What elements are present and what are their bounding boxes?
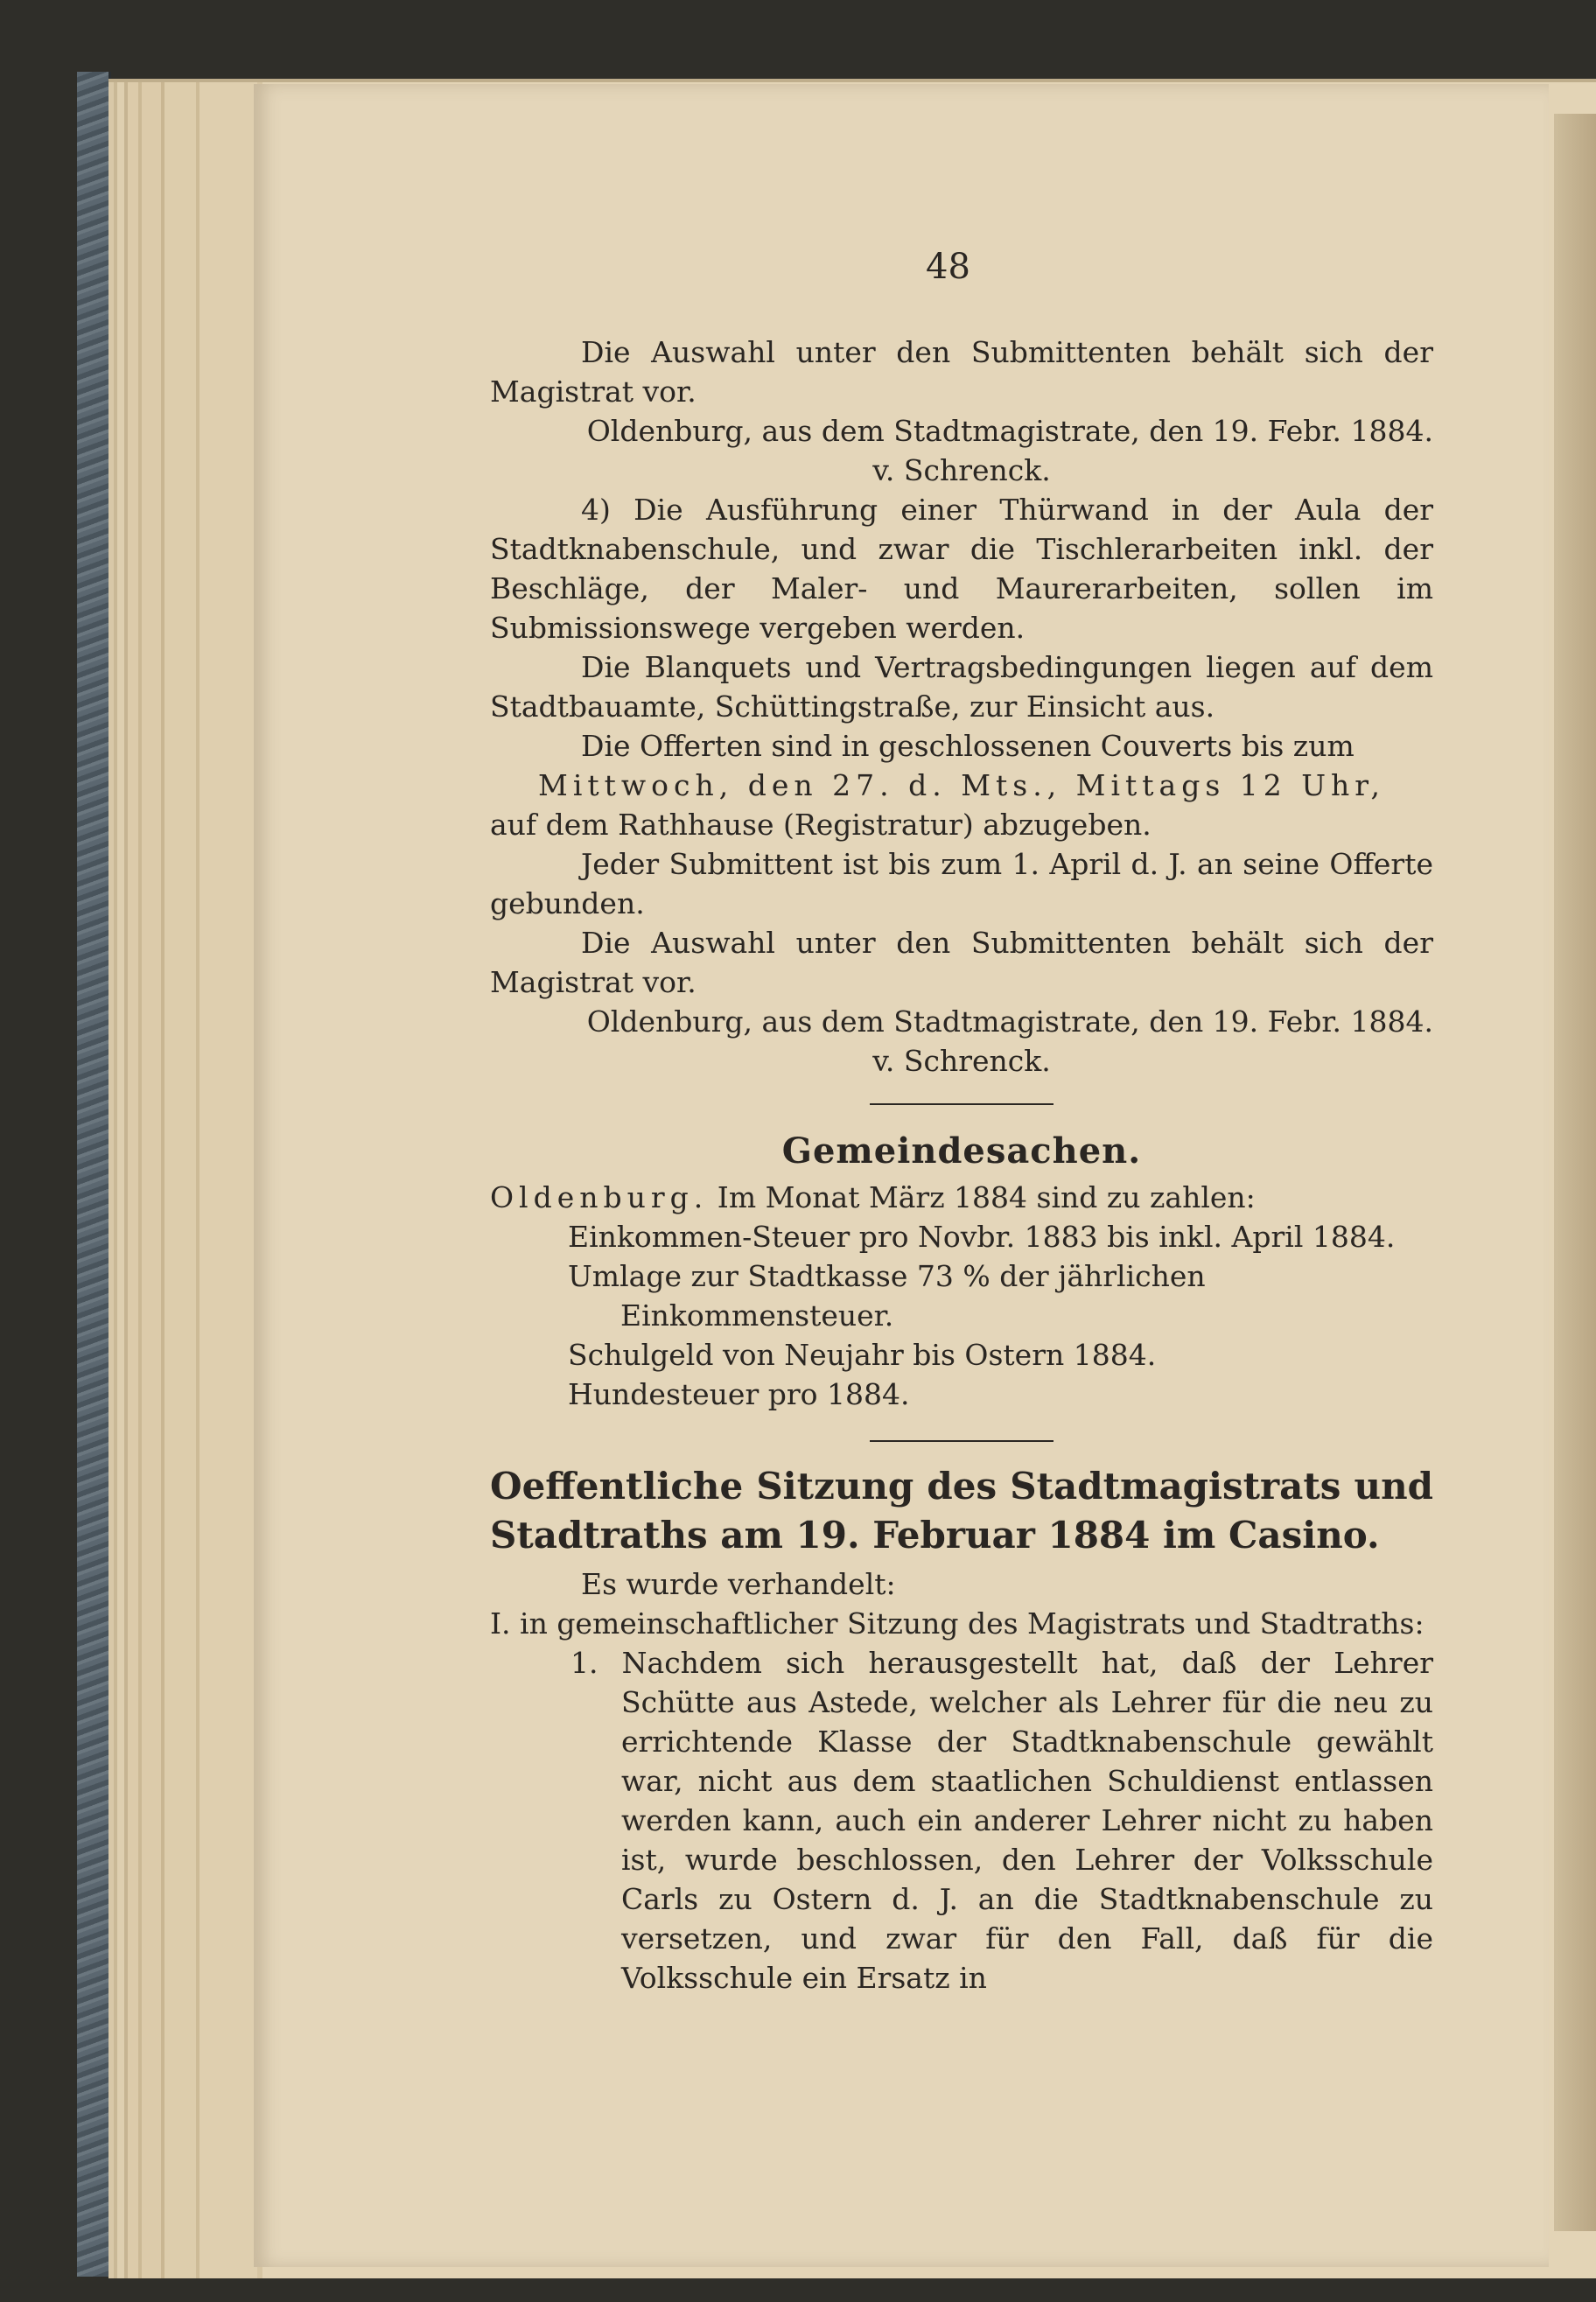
gemeindesachen-heading: Gemeindesachen. (781, 1130, 1142, 1172)
place-date-2: Oldenburg, aus dem Stadtmagistrate, den 19. Febr. 1884. (586, 1004, 1433, 1039)
divider-1 (870, 1103, 1054, 1105)
sitzung-item-1: 1. Nachdem sich herausgestellt hat, daß der Lehrer Schütte aus Astede, welcher als Lehrer für die neu zu errichtende Klasse der Stadtknabenschule gewählt war, nicht aus dem staatlichen Schuldienst entlassen werden kann, auch ein anderer Lehrer nicht zu haben ist, wurde beschlossen, den Lehrer der Volksschule Carls zu Ostern d. J. an die Stadtknabenschule zu versetzen, und zwar für den Fall, daß für die Volksschule ein Ersatz in (570, 1646, 1433, 1995)
gemeinde-item: Schulgeld von Neujahr bis Ostern 1884. (568, 1338, 1157, 1372)
gemeinde-intro-line (490, 1178, 1433, 1217)
book-binding (77, 72, 111, 2277)
blanquets-paragraph: Die Blanquets und Vertragsbedingungen liegen auf dem Stadtbauamte, Schüttingstraße, zur Einsicht aus. (490, 650, 1433, 724)
auswahl-notice-2: Die Auswahl unter den Submittenten behält sich der Magistrat vor. (490, 926, 1433, 999)
deadline-line: Mittwoch, den 27. d. Mts., Mittags 12 Uhr, (538, 768, 1385, 802)
sitzung-heading-line2: Stadtraths am 19. Februar 1884 im Casino. (490, 1514, 1380, 1557)
place-date-1: Oldenburg, aus dem Stadtmagistrate, den 19. Febr. 1884. (586, 414, 1433, 448)
facing-page-edge (1554, 114, 1596, 2231)
gemeinde-intro: Im Monat März 1884 sind zu zahlen: (717, 1180, 1256, 1214)
sitzung-heading-line1: Oeffentliche Sitzung des Stadtmagistrats und (490, 1465, 1433, 1508)
offerten-line: Die Offerten sind in geschlossenen Couverts bis zum (581, 729, 1354, 763)
signature-1: v. Schrenck. (872, 453, 1051, 487)
gemeinde-item: Einkommen-Steuer pro Novbr. 1883 bis inkl. April 1884. (568, 1220, 1396, 1254)
signature-2: v. Schrenck. (872, 1044, 1051, 1078)
rathhaus-line: auf dem Rathhause (Registratur) abzugeben. (490, 808, 1152, 842)
gemeinde-item: Hundesteuer pro 1884. (568, 1377, 910, 1411)
jeder-paragraph: Jeder Submittent ist bis zum 1. April d. J. an seine Offerte gebunden. (490, 847, 1433, 920)
item-4-paragraph: 4) Die Ausführung einer Thürwand in der Aula der Stadtknabenschule, und zwar die Tischlerarbeiten inkl. der Beschläge, der Maler- und Maurerarbeiten, sollen im Submissionswege vergeben werden. (490, 493, 1433, 645)
page-number: 48 (926, 247, 970, 287)
gemeinde-item: Umlage zur Stadtkasse 73 % der jährlichen Einkommensteuer. (568, 1259, 1206, 1333)
gemeinde-items (490, 1217, 1433, 1414)
gemeinde-city: Oldenburg. (490, 1180, 709, 1214)
page-content (490, 245, 1433, 1998)
sitzung-intro: Es wurde verhandelt: (581, 1567, 896, 1601)
divider-2 (870, 1440, 1054, 1442)
sitzung-section-1: I. in gemeinschaftlicher Sitzung des Magistrats und Stadtraths: (490, 1606, 1424, 1641)
auswahl-notice-1: Die Auswahl unter den Submittenten behält sich der Magistrat vor. (490, 335, 1433, 409)
